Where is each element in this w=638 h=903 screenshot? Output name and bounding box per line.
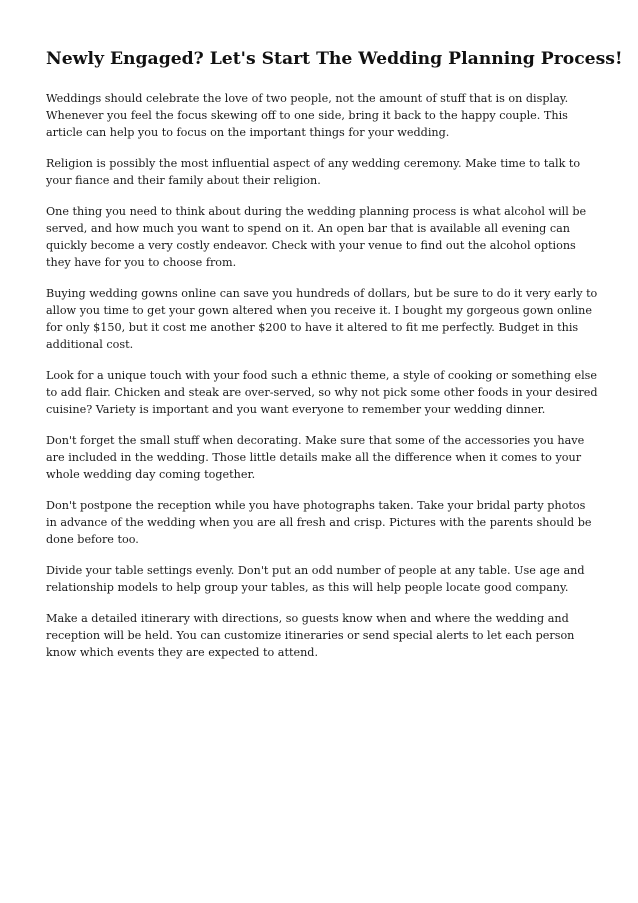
paragraph-9: Make a detailed itinerary with directions, so guests know when and where the wedding and reception will be held. You can customize itineraries or send special alerts to let each person know which events they are expected to attend. [46, 612, 575, 659]
paragraph-3: One thing you need to think about during the wedding planning process is what alcohol will be served, and how much you want to spend on it. An open bar that is available all evening can quickly become a very costly endeavor. Check with your venue to find out the alcohol options they have for you to choose from. [46, 205, 587, 269]
paragraph-7: Don't postpone the reception while you have photographs taken. Take your bridal party photos in advance of the wedding when you are all fresh and crisp. Pictures with the parents should be done before too. [46, 499, 592, 546]
page-title: Newly Engaged? Let's Start The Wedding Planning Process! [46, 49, 623, 69]
paragraph-6: Don't forget the small stuff when decorating. Make sure that some of the accessories you have are included in the wedding. Those little details make all the difference when it comes to your whole wedding day coming together. [46, 434, 585, 481]
paragraph-8: Divide your table settings evenly. Don't put an odd number of people at any table. Use age and relationship models to help group your tables, as this will help people locate good company. [46, 564, 585, 594]
paragraph-4: Buying wedding gowns online can save you hundreds of dollars, but be sure to do it very early to allow you time to get your gown altered when you receive it. I bought my gorgeous gown online for only $150, but it cost me another $200 to have it altered to fit me perfectly. Budget in this additional cost. [46, 287, 598, 351]
paragraph-5: Look for a unique touch with your food such a ethnic theme, a style of cooking or something else to add flair. Chicken and steak are over-served, so why not pick some other foods in your desired cuisine? Variety is important and you want everyone to remember your wedding dinner. [46, 369, 598, 416]
paragraph-2: Religion is possibly the most influential aspect of any wedding ceremony. Make time to talk to your fiance and their family about their religion. [46, 157, 581, 187]
paragraph-1: Weddings should celebrate the love of two people, not the amount of stuff that is on display. Whenever you feel the focus skewing off to one side, bring it back to the happy couple. This article can help you to focus on the important things for your wedding. [46, 92, 569, 139]
